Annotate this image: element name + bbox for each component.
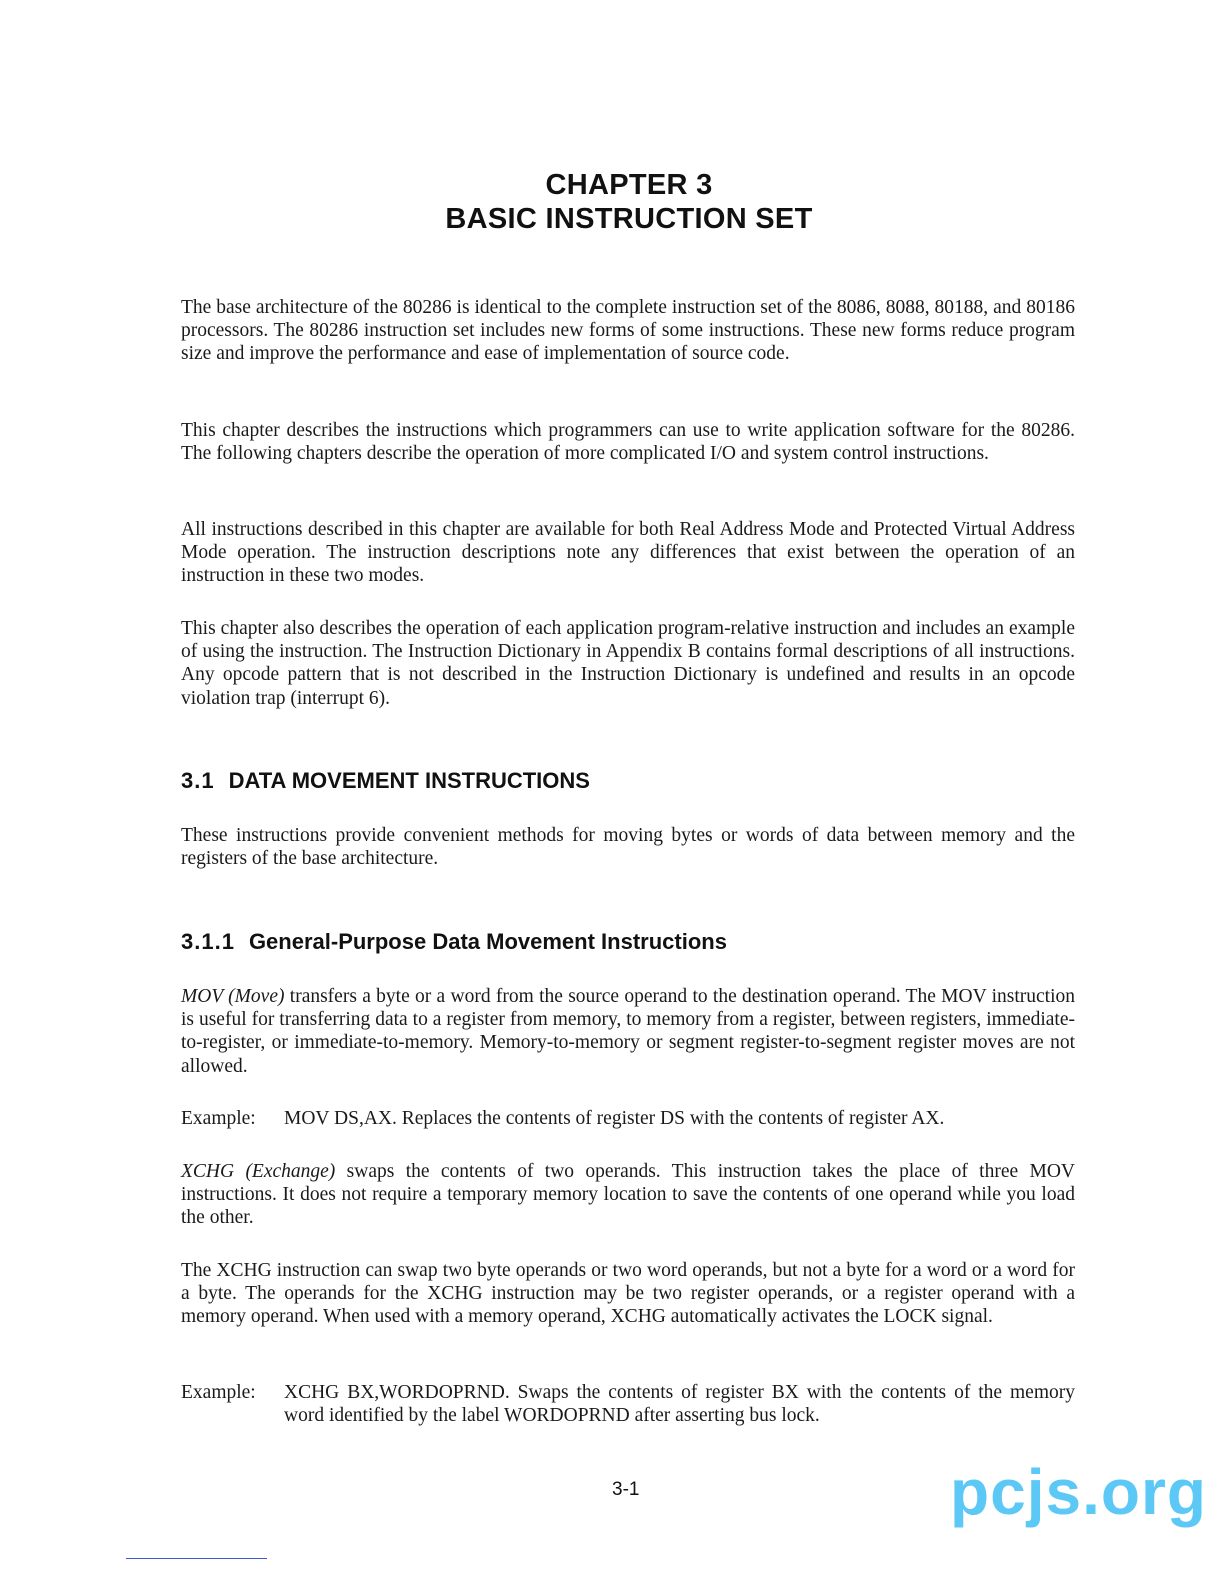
chapter-heading <box>0 168 1224 236</box>
section-3-1-paragraph <box>181 824 1075 870</box>
pcjs-watermark: pcjs.org <box>950 1456 1207 1528</box>
mov-description: transfers a byte or a word from the source operand to the destination operand. The MOV instruction is useful for transferring data to a register from memory, to memory from a register, between registers, immediate-to-register, or immediate-to-memory. Memory-to-memory or segment register-to-segment register moves are not allowed. <box>181 986 1075 1077</box>
chapter-number: CHAPTER 3 <box>545 169 713 201</box>
intro-paragraph-2 <box>181 419 1075 465</box>
example-text: MOV DS,AX. Replaces the contents of register DS with the contents of register AX. <box>284 1108 945 1129</box>
section-title: DATA MOVEMENT INSTRUCTIONS <box>228 768 590 793</box>
paragraph-text: All instructions described in this chapter are available for both Real Address Mode and Protected Virtual Address Mode operation. The instruction descriptions note any differences that exist between the operation of an instruction in these two modes. <box>181 519 1075 587</box>
intro-paragraph-3 <box>181 518 1075 588</box>
xchg-example <box>181 1381 1075 1427</box>
section-number: 3.1 <box>181 768 215 793</box>
section-heading-3-1-1 <box>181 929 727 955</box>
paragraph-text: The base architecture of the 80286 is identical to the complete instruction set of the 8086, 8088, 80188, and 80186 processors. The 80286 instruction set includes new forms of some instructions. These new forms reduce program size and improve the performance and ease of implementation of source code. <box>181 297 1075 365</box>
example-label: Example: <box>181 1382 256 1403</box>
intro-paragraph-4 <box>181 617 1075 710</box>
mov-example <box>181 1107 1075 1130</box>
underline-divider <box>126 1558 267 1559</box>
paragraph-text: These instructions provide convenient methods for moving bytes or words of data between memory and the registers of the base architecture. <box>181 825 1075 870</box>
paragraph-text: The XCHG instruction can swap two byte operands or two word operands, but not a byte for a word or a word for a byte. The operands for the XCHG instruction may be two register operands, or a register operand with a memory operand. When used with a memory operand, XCHG automatically activates the LOCK signal. <box>181 1260 1075 1328</box>
section-number: 3.1.1 <box>181 929 235 954</box>
example-label: Example: <box>181 1108 256 1129</box>
page-number: 3-1 <box>612 1479 640 1500</box>
chapter-title: BASIC INSTRUCTION SET <box>445 203 813 235</box>
paragraph-text: This chapter also describes the operation of each application program-relative instruction and includes an example of using the instruction. The Instruction Dictionary in Appendix B contains formal descriptions of all instructions. Any opcode pattern that is not described in the Instruction Dictionary is undefined and results in an opcode violation trap (interrupt 6). <box>181 618 1075 709</box>
example-text: XCHG BX,WORDOPRND. Swaps the contents of register BX with the contents of the memory word identified by the label WORDOPRND after asserting bus lock. <box>284 1382 1075 1427</box>
intro-paragraph-1 <box>181 296 1075 366</box>
section-title: General-Purpose Data Movement Instructions <box>248 929 727 954</box>
section-heading-3-1 <box>181 768 590 794</box>
xchg-description: swaps the contents of two operands. This instruction takes the place of three MOV instructions. It does not require a temporary memory location to save the contents of one operand while you load the other. <box>181 1161 1075 1229</box>
paragraph-text: This chapter describes the instructions which programmers can use to write application software for the 80286. The following chapters describe the operation of more complicated I/O and system control instructions. <box>181 420 1075 465</box>
xchg-term: XCHG (Exchange) <box>181 1161 336 1182</box>
mov-paragraph <box>181 985 1075 1078</box>
mov-term: MOV (Move) <box>181 986 285 1007</box>
xchg-paragraph <box>181 1160 1075 1230</box>
xchg-paragraph-2 <box>181 1259 1075 1329</box>
